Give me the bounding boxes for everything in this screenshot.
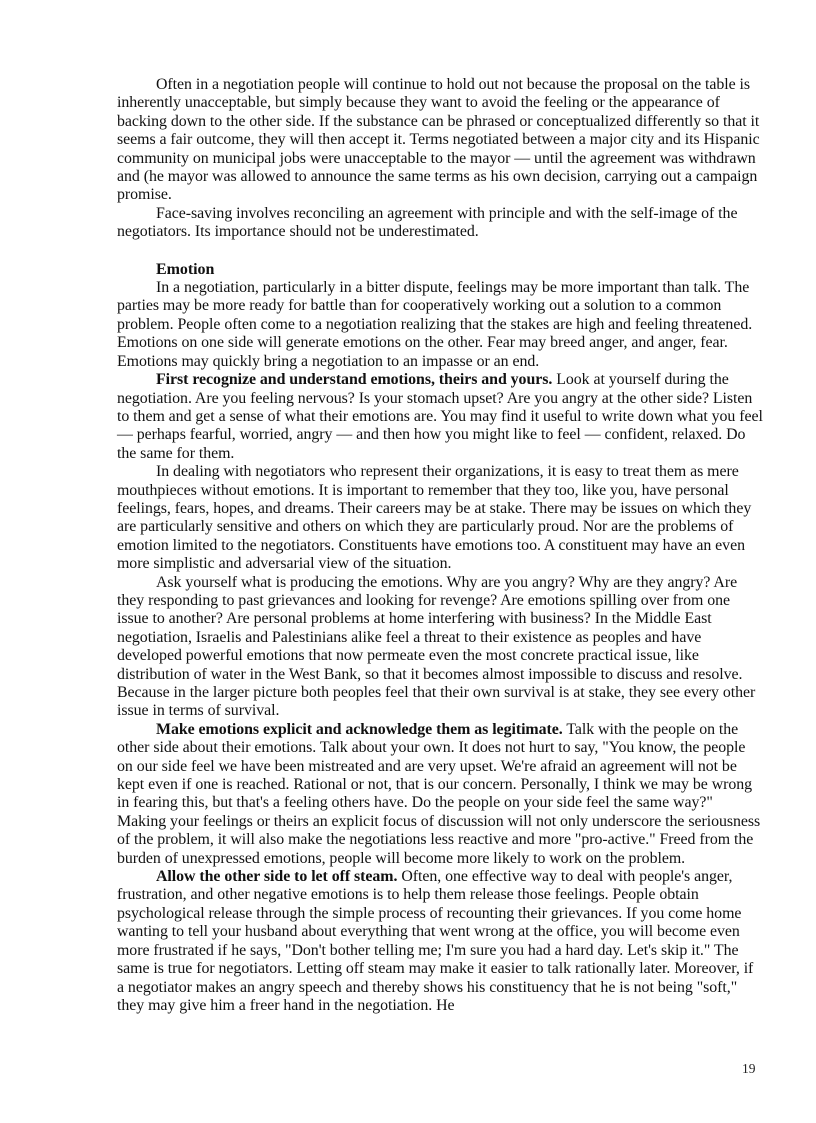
lead-let-off-steam: Allow the other side to let off steam. xyxy=(156,868,398,886)
body-text xyxy=(117,76,763,1015)
text-explicit-emotions: Talk with the people on the other side about their emotions. Talk about your own. It does not hurt to say, "You know, the people on our side feel we have been mistreated and are very upset. We're afraid an agreement will not be kept even if one is reached. Rational or not, that is our concern. Personally, I think we may be wrong in fearing this, but that's a feeling others have. Do the people on your side feel the same way?" Making your feelings or theirs an explicit focus of discussion will not only underscore the seriousness of the problem, it will also make the negotiations less reactive and more "pro-active." Freed from the burden of unexpressed emotions, people will become more likely to work on the problem. xyxy=(117,720,761,867)
paragraph-emotion-intro: In a negotiation, particularly in a bitter dispute, feelings may be more important than talk. The parties may be more ready for battle than for cooperatively working out a solution to a common problem. People often come to a negotiation realizing that the stakes are high and feeling threatened. Emotions on one side will generate emotions on the other. Fear may breed anger, and anger, fear. Emotions may quickly bring a negotiation to an impasse or an end. xyxy=(117,279,753,370)
paragraph-explicit-emotions xyxy=(117,721,763,868)
lead-recognize-emotions: First recognize and understand emotions, theirs and yours. xyxy=(156,371,553,389)
paragraph-face-saving-2: Face-saving involves reconciling an agreement with principle and with the self-image of the negotiators. Its importance should not be underestimated. xyxy=(117,204,738,241)
lead-explicit-emotions: Make emotions explicit and acknowledge them as legitimate. xyxy=(156,720,563,738)
paragraph-let-off-steam xyxy=(117,868,763,1015)
paragraph-face-saving-1: Often in a negotiation people will continue to hold out not because the proposal on the table is inherently unacceptable, but simply because they want to avoid the feeling or the appearance of backing down to the other side. If the substance can be phrased or conceptualized differently so that it seems a fair outcome, they will then accept it. Terms negotiated between a major city and its Hispanic community on municipal jobs were unacceptable to the mayor — until the agreement was withdrawn and (he mayor was allowed to announce the same terms as his own decision, carrying out a campaign promise. xyxy=(117,76,760,204)
paragraph-ask-yourself: Ask yourself what is producing the emotions. Why are you angry? Why are they angry? Are they responding to past grievances and looking for revenge? Are emotions spilling over from one issue to another? Are personal problems at home interfering with business? In the Middle East negotiation, Israelis and Palestinians alike feel a threat to their existence as peoples and have developed powerful emotions that now permeate even the most concrete practical issue, like distribution of water in the West Bank, so that it becomes almost impossible to discuss and resolve. Because in the larger picture both peoples feel that their own survival is at stake, they see every other issue in terms of survival. xyxy=(117,573,756,720)
paragraph-representatives: In dealing with negotiators who represent their organizations, it is easy to treat them as mere mouthpieces without emotions. It is important to remember that they too, like you, have personal feelings, fears, hopes, and dreams. Their careers may be at stake. There may be issues on which they are particularly sensitive and others on which they are particularly proud. Nor are the problems of emotion limited to the negotiators. Constituents have emotions too. A constituent may have an even more simplistic and adversarial view of the situation. xyxy=(117,463,752,573)
text-let-off-steam: Often, one effective way to deal with people's anger, frustration, and other negative emotions is to help them release those feelings. People obtain psychological release through the simple process of recounting their grievances. If you come home wanting to tell your husband about everything that went wrong at the office, you will become even more frustrated if he says, "Don't bother telling me; I'm sure you had a hard day. Let's skip it." The same is true for negotiators. Letting off steam may make it easier to talk rationally later. Moreover, if a negotiator makes an angry speech and thereby shows his constituency that he is not being "soft," they may give him a freer hand in the negotiation. He xyxy=(117,868,754,1014)
page-number: 19 xyxy=(742,1061,756,1076)
text-recognize-emotions: Look at yourself during the negotiation. Are you feeling nervous? Is your stomach upset? Are you angry at the other side? Listen to them and get a sense of what their emotions are. You may find it useful to write down what you feel — perhaps fearful, worried, angry — and then how you might like to feel — confident, relaxed. Do the same for them. xyxy=(117,371,763,462)
section-heading-emotion: Emotion xyxy=(156,260,215,278)
paragraph-recognize-emotions xyxy=(117,371,763,463)
section-spacer xyxy=(117,242,763,261)
